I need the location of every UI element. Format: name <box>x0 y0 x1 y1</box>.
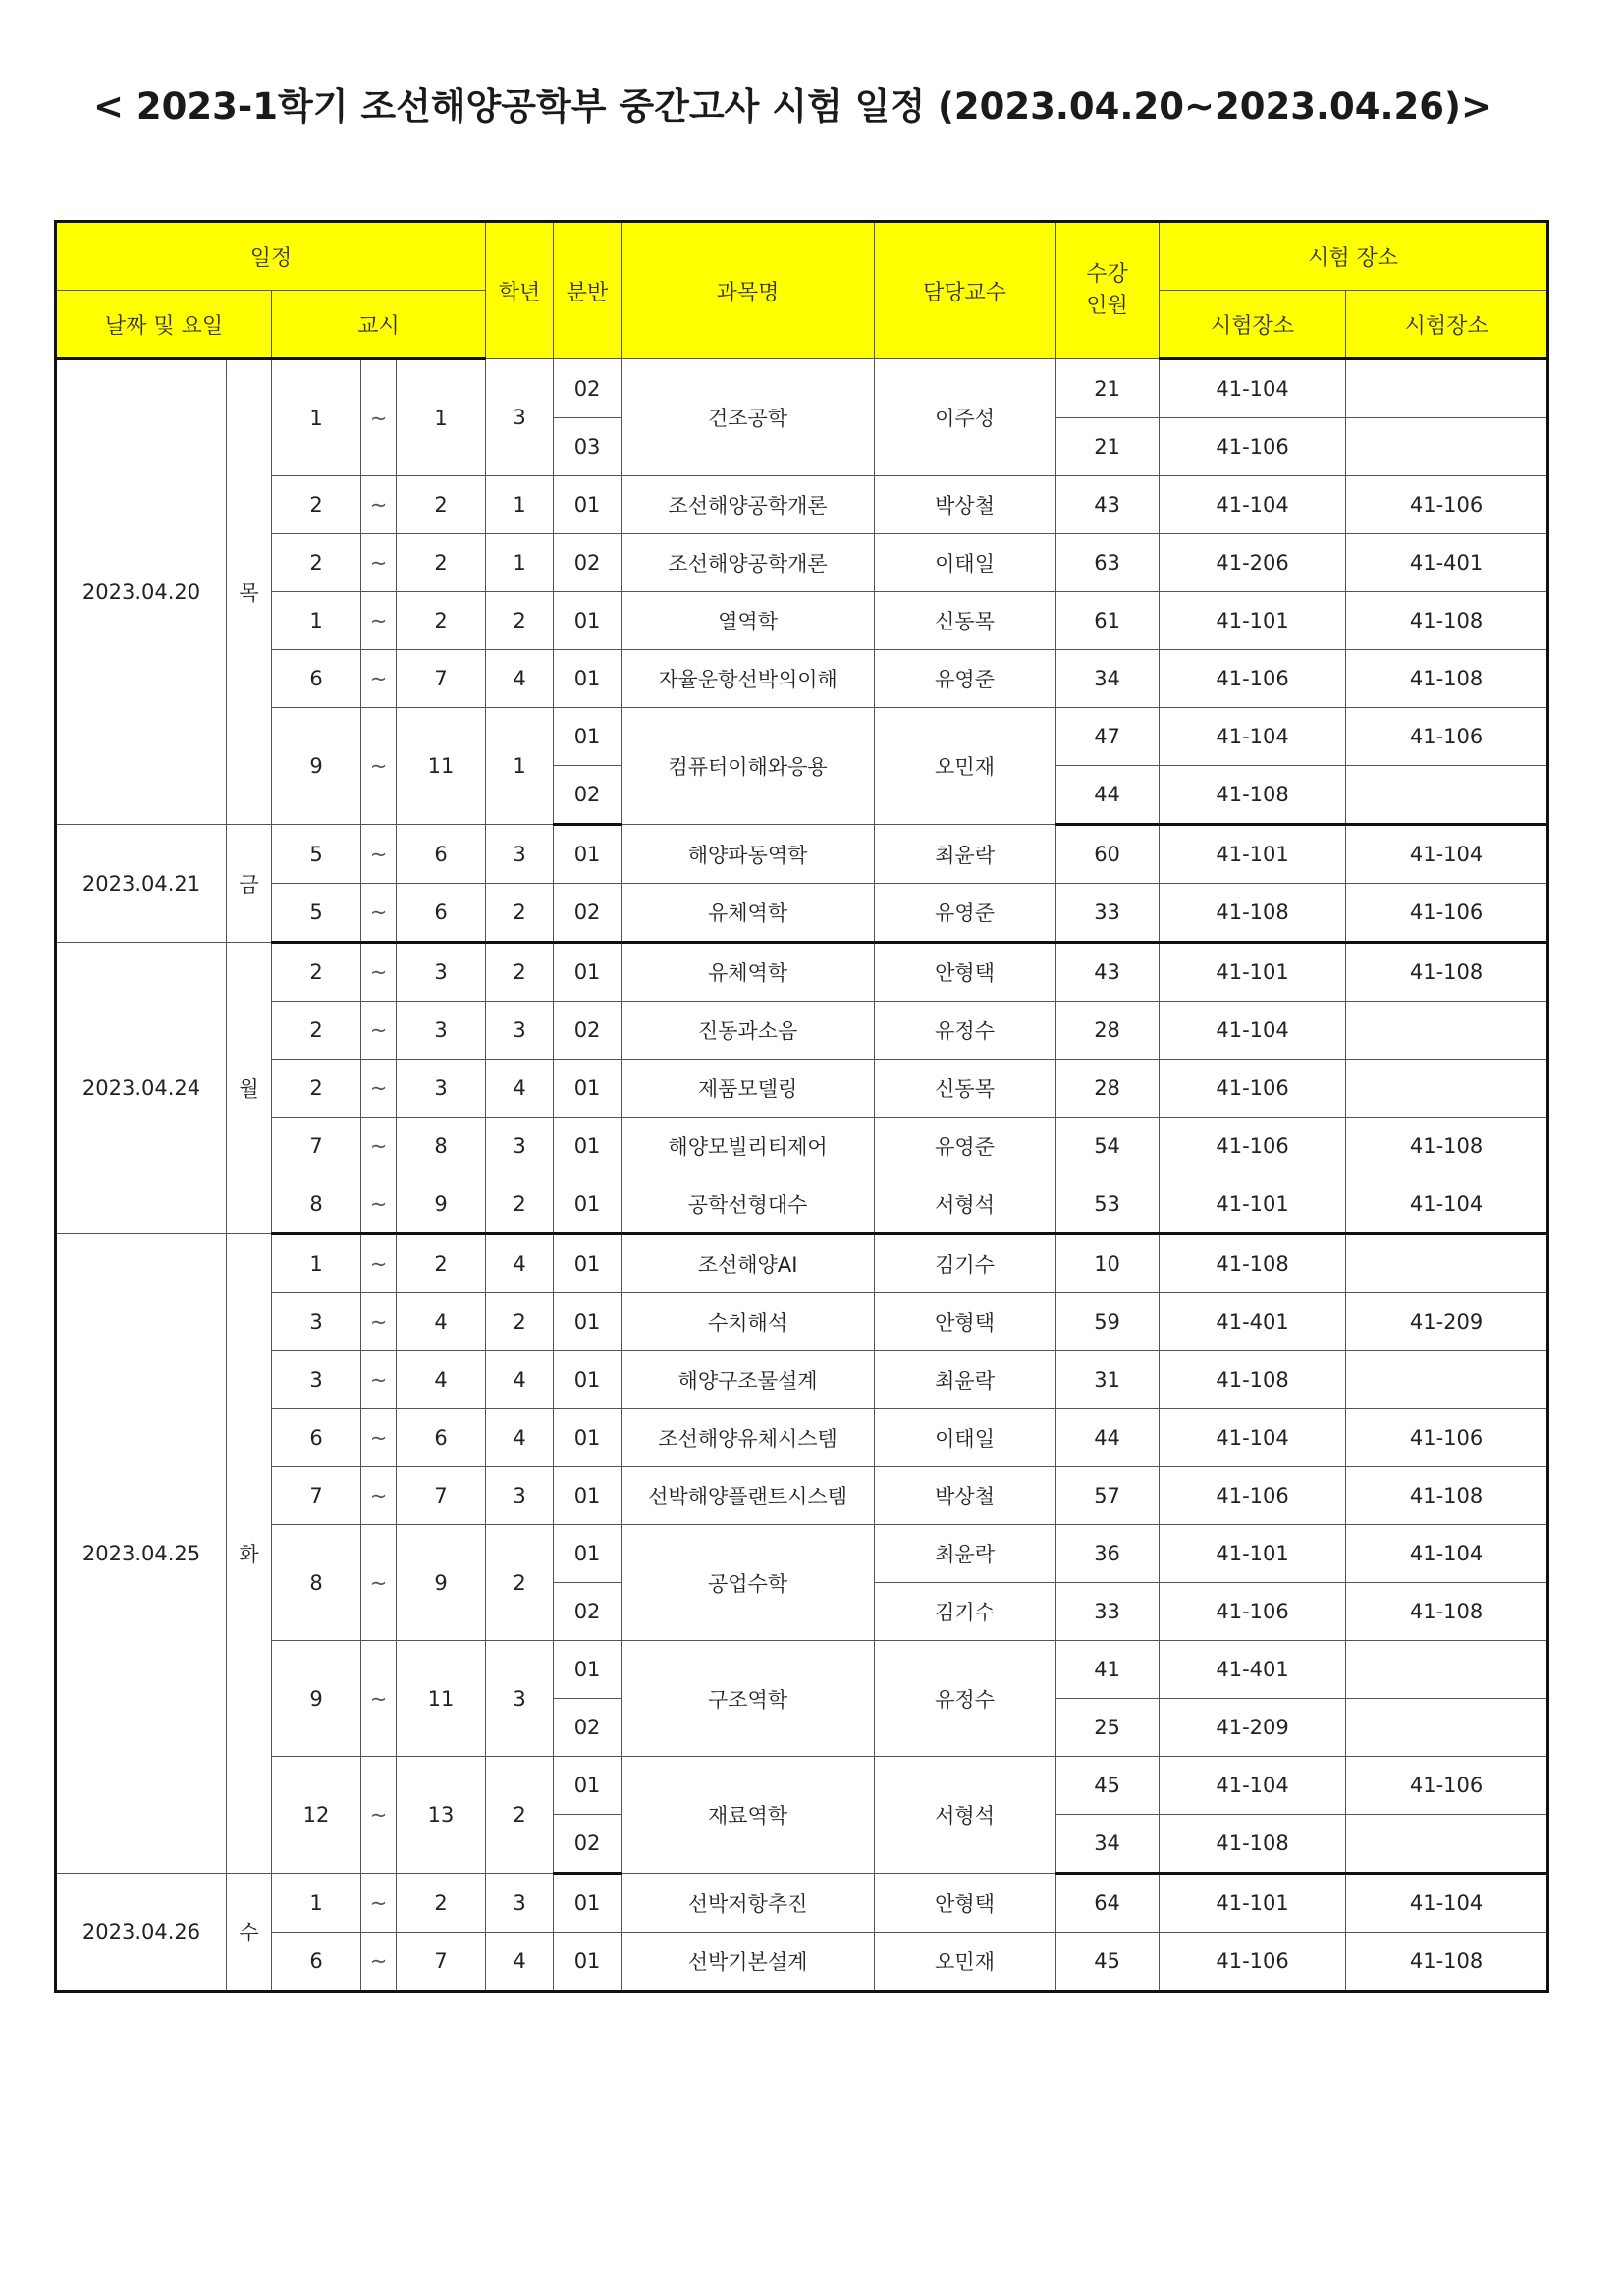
period-tilde: ~ <box>361 1351 397 1409</box>
period-start: 1 <box>272 592 361 650</box>
grade-cell: 1 <box>486 534 554 592</box>
period-start: 5 <box>272 825 361 884</box>
grade-cell: 2 <box>486 884 554 943</box>
grade-cell: 3 <box>486 825 554 884</box>
period-end: 6 <box>397 1409 486 1467</box>
enrollment-count: 44 <box>1056 766 1160 825</box>
section-cell: 01 <box>554 650 622 708</box>
period-end: 3 <box>397 1060 486 1118</box>
exam-room-2 <box>1346 359 1548 418</box>
period-end: 4 <box>397 1293 486 1351</box>
exam-date: 2023.04.26 <box>56 1874 227 1992</box>
section-cell: 02 <box>554 359 622 418</box>
exam-room-1: 41-104 <box>1160 1409 1346 1467</box>
enrollment-count: 28 <box>1056 1060 1160 1118</box>
period-end: 7 <box>397 1933 486 1992</box>
exam-room-1: 41-104 <box>1160 476 1346 534</box>
professor-name: 박상철 <box>875 1467 1056 1525</box>
grade-cell: 3 <box>486 1118 554 1175</box>
enrollment-count: 25 <box>1056 1699 1160 1757</box>
exam-room-2 <box>1346 1234 1548 1293</box>
professor-name: 오민재 <box>875 708 1056 825</box>
exam-room-1: 41-106 <box>1160 1933 1346 1992</box>
enrollment-count: 43 <box>1056 476 1160 534</box>
period-end: 11 <box>397 1641 486 1757</box>
exam-room-2: 41-106 <box>1346 476 1548 534</box>
period-end: 9 <box>397 1525 486 1641</box>
course-name: 진동과소음 <box>622 1002 875 1060</box>
professor-name: 이주성 <box>875 359 1056 476</box>
exam-weekday: 수 <box>227 1874 272 1992</box>
period-end: 2 <box>397 476 486 534</box>
section-cell: 01 <box>554 1525 622 1583</box>
grade-cell: 3 <box>486 1467 554 1525</box>
period-tilde: ~ <box>361 1641 397 1757</box>
course-name: 조선해양AI <box>622 1234 875 1293</box>
header-enrollment: 수강 인원 <box>1056 222 1160 359</box>
period-end: 3 <box>397 1002 486 1060</box>
course-name: 조선해양공학개론 <box>622 476 875 534</box>
period-end: 6 <box>397 825 486 884</box>
exam-room-2: 41-106 <box>1346 884 1548 943</box>
period-start: 7 <box>272 1118 361 1175</box>
course-name: 재료역학 <box>622 1757 875 1874</box>
grade-cell: 4 <box>486 1234 554 1293</box>
table-row <box>56 1293 1548 1351</box>
grade-cell: 2 <box>486 592 554 650</box>
exam-room-2 <box>1346 1641 1548 1699</box>
enrollment-count: 53 <box>1056 1175 1160 1234</box>
period-end: 3 <box>397 943 486 1002</box>
enrollment-count: 28 <box>1056 1002 1160 1060</box>
table-row <box>56 1467 1548 1525</box>
enrollment-count: 33 <box>1056 884 1160 943</box>
exam-room-2: 41-106 <box>1346 708 1548 766</box>
exam-room-1: 41-101 <box>1160 1175 1346 1234</box>
period-start: 1 <box>272 1234 361 1293</box>
table-row <box>56 884 1548 943</box>
period-tilde: ~ <box>361 884 397 943</box>
grade-cell: 4 <box>486 1409 554 1467</box>
exam-room-1: 41-108 <box>1160 1351 1346 1409</box>
grade-cell: 4 <box>486 650 554 708</box>
professor-name: 박상철 <box>875 476 1056 534</box>
period-end: 2 <box>397 534 486 592</box>
table-row <box>56 708 1548 766</box>
period-start: 1 <box>272 1874 361 1933</box>
table-row <box>56 534 1548 592</box>
section-cell: 01 <box>554 1175 622 1234</box>
exam-room-2 <box>1346 1002 1548 1060</box>
course-name: 공학선형대수 <box>622 1175 875 1234</box>
exam-room-1: 41-101 <box>1160 943 1346 1002</box>
table-row <box>56 650 1548 708</box>
period-start: 8 <box>272 1175 361 1234</box>
professor-name: 최윤락 <box>875 825 1056 884</box>
exam-room-1: 41-106 <box>1160 1118 1346 1175</box>
professor-name: 유정수 <box>875 1641 1056 1757</box>
exam-room-1: 41-101 <box>1160 592 1346 650</box>
section-cell: 03 <box>554 418 622 476</box>
table-row <box>56 1409 1548 1467</box>
course-name: 열역학 <box>622 592 875 650</box>
period-end: 6 <box>397 884 486 943</box>
exam-room-1: 41-104 <box>1160 1757 1346 1815</box>
table-row <box>56 1641 1548 1699</box>
professor-name: 이태일 <box>875 534 1056 592</box>
header-location: 시험 장소 <box>1160 222 1548 291</box>
grade-cell: 2 <box>486 943 554 1002</box>
period-tilde: ~ <box>361 534 397 592</box>
period-end: 7 <box>397 650 486 708</box>
header-course: 과목명 <box>622 222 875 359</box>
table-row <box>56 592 1548 650</box>
enrollment-count: 47 <box>1056 708 1160 766</box>
table-row <box>56 1234 1548 1293</box>
course-name: 해양모빌리티제어 <box>622 1118 875 1175</box>
enrollment-count: 44 <box>1056 1409 1160 1467</box>
period-end: 13 <box>397 1757 486 1874</box>
professor-name: 안형택 <box>875 1874 1056 1933</box>
enrollment-count: 34 <box>1056 1815 1160 1874</box>
professor-name: 이태일 <box>875 1409 1056 1467</box>
period-tilde: ~ <box>361 1757 397 1874</box>
section-cell: 01 <box>554 1874 622 1933</box>
exam-room-2: 41-108 <box>1346 1118 1548 1175</box>
enrollment-count: 21 <box>1056 418 1160 476</box>
exam-room-1: 41-106 <box>1160 1467 1346 1525</box>
course-name: 유체역학 <box>622 884 875 943</box>
period-tilde: ~ <box>361 592 397 650</box>
grade-cell: 2 <box>486 1525 554 1641</box>
exam-room-1: 41-104 <box>1160 359 1346 418</box>
grade-cell: 1 <box>486 476 554 534</box>
exam-room-1: 41-101 <box>1160 1525 1346 1583</box>
grade-cell: 4 <box>486 1060 554 1118</box>
section-cell: 01 <box>554 1467 622 1525</box>
enrollment-count: 45 <box>1056 1757 1160 1815</box>
section-cell: 01 <box>554 476 622 534</box>
course-name: 해양파동역학 <box>622 825 875 884</box>
period-start: 8 <box>272 1525 361 1641</box>
section-cell: 01 <box>554 825 622 884</box>
period-tilde: ~ <box>361 1467 397 1525</box>
header-date-day: 날짜 및 요일 <box>56 291 272 359</box>
course-name: 선박해양플랜트시스템 <box>622 1467 875 1525</box>
enrollment-count: 21 <box>1056 359 1160 418</box>
period-tilde: ~ <box>361 476 397 534</box>
table-row <box>56 825 1548 884</box>
professor-name: 유영준 <box>875 1118 1056 1175</box>
period-end: 8 <box>397 1118 486 1175</box>
exam-room-1: 41-101 <box>1160 825 1346 884</box>
table-row <box>56 1175 1548 1234</box>
grade-cell: 2 <box>486 1293 554 1351</box>
enrollment-count: 60 <box>1056 825 1160 884</box>
professor-name: 신동목 <box>875 1060 1056 1118</box>
exam-room-2: 41-104 <box>1346 825 1548 884</box>
section-cell: 01 <box>554 1933 622 1992</box>
enrollment-count: 34 <box>1056 650 1160 708</box>
enrollment-count: 43 <box>1056 943 1160 1002</box>
section-cell: 01 <box>554 943 622 1002</box>
professor-name: 신동목 <box>875 592 1056 650</box>
period-start: 3 <box>272 1351 361 1409</box>
period-tilde: ~ <box>361 943 397 1002</box>
table-row <box>56 359 1548 418</box>
period-end: 2 <box>397 1234 486 1293</box>
professor-name: 서형석 <box>875 1757 1056 1874</box>
section-cell: 01 <box>554 1118 622 1175</box>
header-grade: 학년 <box>486 222 554 359</box>
enrollment-count: 57 <box>1056 1467 1160 1525</box>
exam-room-2 <box>1346 1699 1548 1757</box>
enrollment-count: 45 <box>1056 1933 1160 1992</box>
period-start: 2 <box>272 1060 361 1118</box>
table-row <box>56 1525 1548 1583</box>
grade-cell: 1 <box>486 708 554 825</box>
exam-room-1: 41-106 <box>1160 418 1346 476</box>
period-start: 1 <box>272 359 361 476</box>
enrollment-count: 61 <box>1056 592 1160 650</box>
exam-room-1: 41-108 <box>1160 766 1346 825</box>
section-cell: 02 <box>554 1583 622 1641</box>
course-name: 제품모델링 <box>622 1060 875 1118</box>
exam-room-2 <box>1346 418 1548 476</box>
course-name: 해양구조물설계 <box>622 1351 875 1409</box>
exam-room-2: 41-104 <box>1346 1175 1548 1234</box>
exam-room-1: 41-206 <box>1160 534 1346 592</box>
table-row <box>56 476 1548 534</box>
professor-name: 안형택 <box>875 1293 1056 1351</box>
course-name: 조선해양유체시스템 <box>622 1409 875 1467</box>
period-tilde: ~ <box>361 359 397 476</box>
period-start: 9 <box>272 708 361 825</box>
period-tilde: ~ <box>361 1234 397 1293</box>
period-end: 4 <box>397 1351 486 1409</box>
period-tilde: ~ <box>361 650 397 708</box>
exam-room-2: 41-108 <box>1346 592 1548 650</box>
course-name: 선박기본설계 <box>622 1933 875 1992</box>
exam-date: 2023.04.24 <box>56 943 227 1234</box>
enrollment-count: 31 <box>1056 1351 1160 1409</box>
enrollment-count: 54 <box>1056 1118 1160 1175</box>
course-name: 유체역학 <box>622 943 875 1002</box>
professor-name: 김기수 <box>875 1583 1056 1641</box>
table-row <box>56 1757 1548 1815</box>
period-end: 9 <box>397 1175 486 1234</box>
exam-room-2: 41-108 <box>1346 943 1548 1002</box>
exam-room-2: 41-108 <box>1346 650 1548 708</box>
table-row <box>56 1874 1548 1933</box>
header-professor: 담당교수 <box>875 222 1056 359</box>
exam-room-1: 41-401 <box>1160 1641 1346 1699</box>
period-tilde: ~ <box>361 1874 397 1933</box>
exam-schedule-table <box>54 220 1549 1993</box>
section-cell: 01 <box>554 1293 622 1351</box>
section-cell: 01 <box>554 1234 622 1293</box>
grade-cell: 2 <box>486 1757 554 1874</box>
header-section: 분반 <box>554 222 622 359</box>
schedule-body <box>56 359 1548 1992</box>
exam-weekday: 금 <box>227 825 272 943</box>
professor-name: 유영준 <box>875 650 1056 708</box>
course-name: 공업수학 <box>622 1525 875 1641</box>
professor-name: 유영준 <box>875 884 1056 943</box>
header-room-2: 시험장소 <box>1346 291 1548 359</box>
section-cell: 01 <box>554 708 622 766</box>
period-tilde: ~ <box>361 825 397 884</box>
professor-name: 최윤락 <box>875 1525 1056 1583</box>
exam-room-1: 41-108 <box>1160 884 1346 943</box>
header-room-1: 시험장소 <box>1160 291 1346 359</box>
period-end: 2 <box>397 1874 486 1933</box>
period-tilde: ~ <box>361 1060 397 1118</box>
exam-room-2: 41-106 <box>1346 1409 1548 1467</box>
table-row <box>56 1060 1548 1118</box>
enrollment-count: 41 <box>1056 1641 1160 1699</box>
exam-weekday: 화 <box>227 1234 272 1874</box>
exam-date: 2023.04.21 <box>56 825 227 943</box>
exam-room-1: 41-108 <box>1160 1234 1346 1293</box>
professor-name: 서형석 <box>875 1175 1056 1234</box>
section-cell: 02 <box>554 1815 622 1874</box>
period-tilde: ~ <box>361 1118 397 1175</box>
period-start: 5 <box>272 884 361 943</box>
course-name: 구조역학 <box>622 1641 875 1757</box>
professor-name: 유정수 <box>875 1002 1056 1060</box>
grade-cell: 3 <box>486 359 554 476</box>
section-cell: 01 <box>554 1060 622 1118</box>
exam-room-1: 41-104 <box>1160 708 1346 766</box>
table-row <box>56 1002 1548 1060</box>
period-end: 1 <box>397 359 486 476</box>
course-name: 선박저항추진 <box>622 1874 875 1933</box>
exam-room-2: 41-108 <box>1346 1933 1548 1992</box>
period-end: 7 <box>397 1467 486 1525</box>
table-row <box>56 943 1548 1002</box>
exam-room-2: 41-108 <box>1346 1583 1548 1641</box>
exam-room-1: 41-106 <box>1160 1060 1346 1118</box>
period-start: 12 <box>272 1757 361 1874</box>
period-tilde: ~ <box>361 1175 397 1234</box>
professor-name: 김기수 <box>875 1234 1056 1293</box>
period-tilde: ~ <box>361 1933 397 1992</box>
period-tilde: ~ <box>361 1409 397 1467</box>
course-name: 건조공학 <box>622 359 875 476</box>
section-cell: 02 <box>554 1699 622 1757</box>
section-cell: 02 <box>554 766 622 825</box>
table-row <box>56 1933 1548 1992</box>
professor-name: 안형택 <box>875 943 1056 1002</box>
header-schedule: 일정 <box>56 222 486 291</box>
exam-room-2: 41-106 <box>1346 1757 1548 1815</box>
exam-weekday: 목 <box>227 359 272 825</box>
period-tilde: ~ <box>361 708 397 825</box>
exam-room-2 <box>1346 766 1548 825</box>
exam-room-1: 41-106 <box>1160 650 1346 708</box>
grade-cell: 2 <box>486 1175 554 1234</box>
period-start: 6 <box>272 1933 361 1992</box>
exam-room-2: 41-401 <box>1346 534 1548 592</box>
grade-cell: 3 <box>486 1641 554 1757</box>
exam-room-2: 41-209 <box>1346 1293 1548 1351</box>
exam-room-2: 41-104 <box>1346 1874 1548 1933</box>
enrollment-count: 33 <box>1056 1583 1160 1641</box>
enrollment-count: 10 <box>1056 1234 1160 1293</box>
period-start: 2 <box>272 534 361 592</box>
course-name: 컴퓨터이해와응용 <box>622 708 875 825</box>
grade-cell: 4 <box>486 1933 554 1992</box>
exam-room-2 <box>1346 1815 1548 1874</box>
period-tilde: ~ <box>361 1002 397 1060</box>
professor-name: 최윤락 <box>875 1351 1056 1409</box>
exam-room-2 <box>1346 1060 1548 1118</box>
section-cell: 02 <box>554 884 622 943</box>
course-name: 수치해석 <box>622 1293 875 1351</box>
period-start: 7 <box>272 1467 361 1525</box>
exam-room-2 <box>1346 1351 1548 1409</box>
course-name: 자율운항선박의이해 <box>622 650 875 708</box>
period-start: 2 <box>272 1002 361 1060</box>
section-cell: 01 <box>554 1641 622 1699</box>
period-tilde: ~ <box>361 1293 397 1351</box>
period-start: 2 <box>272 476 361 534</box>
enrollment-count: 64 <box>1056 1874 1160 1933</box>
exam-room-1: 41-104 <box>1160 1002 1346 1060</box>
period-end: 2 <box>397 592 486 650</box>
period-start: 2 <box>272 943 361 1002</box>
enrollment-count: 59 <box>1056 1293 1160 1351</box>
exam-room-1: 41-108 <box>1160 1815 1346 1874</box>
enrollment-count: 63 <box>1056 534 1160 592</box>
professor-name: 오민재 <box>875 1933 1056 1992</box>
section-cell: 01 <box>554 1757 622 1815</box>
period-start: 6 <box>272 650 361 708</box>
exam-room-1: 41-209 <box>1160 1699 1346 1757</box>
section-cell: 01 <box>554 1409 622 1467</box>
period-start: 6 <box>272 1409 361 1467</box>
course-name: 조선해양공학개론 <box>622 534 875 592</box>
exam-room-1: 41-401 <box>1160 1293 1346 1351</box>
header-period: 교시 <box>272 291 486 359</box>
exam-date: 2023.04.20 <box>56 359 227 825</box>
enrollment-count: 36 <box>1056 1525 1160 1583</box>
exam-room-2: 41-108 <box>1346 1467 1548 1525</box>
period-tilde: ~ <box>361 1525 397 1641</box>
exam-room-1: 41-106 <box>1160 1583 1346 1641</box>
section-cell: 01 <box>554 1351 622 1409</box>
section-cell: 01 <box>554 592 622 650</box>
exam-weekday: 월 <box>227 943 272 1234</box>
grade-cell: 4 <box>486 1351 554 1409</box>
grade-cell: 3 <box>486 1874 554 1933</box>
table-row <box>56 1118 1548 1175</box>
section-cell: 02 <box>554 534 622 592</box>
exam-room-1: 41-101 <box>1160 1874 1346 1933</box>
page-title: < 2023-1학기 조선해양공학부 중간고사 시험 일정 (2023.04.20~2023.04.26)> <box>93 85 1491 128</box>
exam-room-2: 41-104 <box>1346 1525 1548 1583</box>
exam-date: 2023.04.25 <box>56 1234 227 1874</box>
table-row <box>56 1351 1548 1409</box>
grade-cell: 3 <box>486 1002 554 1060</box>
period-end: 11 <box>397 708 486 825</box>
period-start: 3 <box>272 1293 361 1351</box>
section-cell: 02 <box>554 1002 622 1060</box>
period-start: 9 <box>272 1641 361 1757</box>
